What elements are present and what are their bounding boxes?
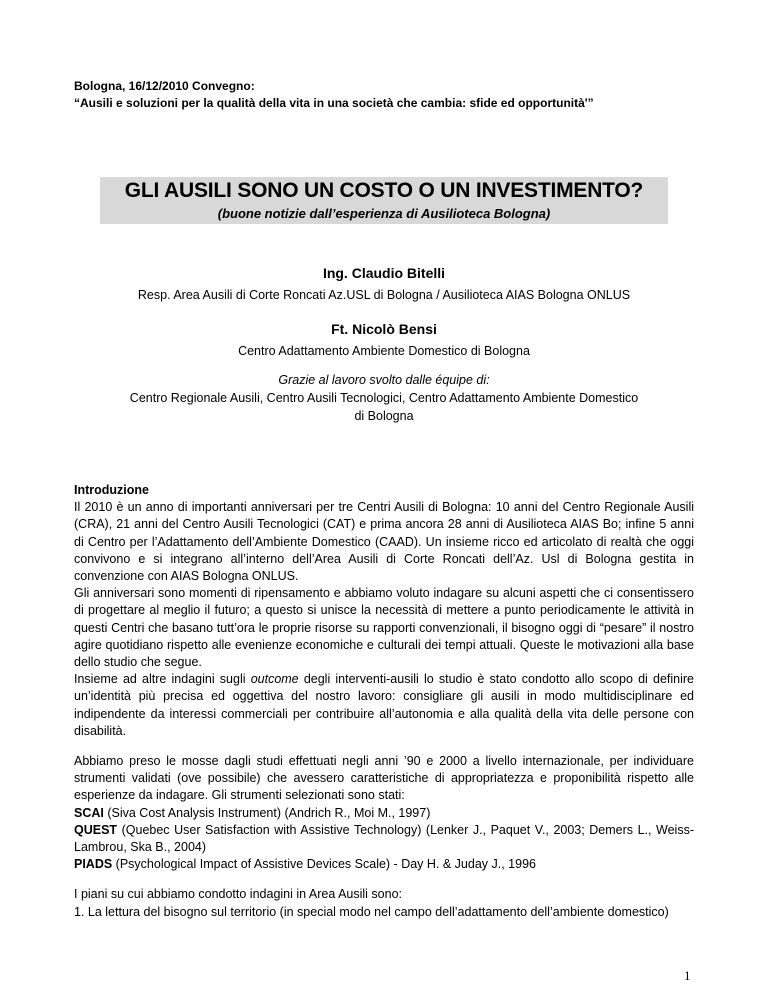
- thanks-line-1: Centro Regionale Ausili, Centro Ausili Tecnologici, Centro Adattamento Ambiente Domestico: [129, 391, 639, 405]
- document-body: [74, 482, 694, 921]
- tool-quest: [74, 822, 694, 856]
- page-number: 1: [684, 968, 691, 983]
- paragraph-3: [74, 671, 694, 740]
- conference-header: [74, 78, 714, 112]
- tool-scai: [74, 805, 694, 822]
- conference-date: Bologna, 16/12/2010 Convegno:: [74, 79, 255, 93]
- author-1-name: Ing. Claudio Bitelli: [322, 265, 446, 281]
- paragraph-1: Il 2010 è un anno di importanti anniversari per tre Centri Ausili di Bologna: 10 anni del Centro Regionale Ausili (CRA), 21 anni del Centro Ausili Tecnologici (CAT) e prima ancora 28 anni di Ausilioteca AIAS Bo; infine 5 anni di Centro per l’Adattamento dell’Ambiente Domestico (CAAD). Un insieme ricco ed articolato di realtà che oggi convivono e si integrano all’interno dell’Area Ausili di Corte Roncati dell’Az. Usl di Bologna gestita in convenzione con AIAS Bologna ONLUS.: [74, 500, 694, 584]
- tool-piads-text: (Psychological Impact of Assistive Devices Scale) - Day H. & Juday J., 1996: [112, 857, 536, 872]
- list-item: 1. La lettura del bisogno sul territorio (in special modo nel campo dell’adattamento dell’ambiente domestico): [74, 904, 669, 919]
- tool-scai-acronym: SCAI: [74, 805, 104, 820]
- author-1-affiliation: Resp. Area Ausili di Corte Roncati Az.USL di Bologna / Ausilioteca AIAS Bologna ONLUS: [137, 288, 631, 302]
- thanks-line-2: di Bologna: [354, 409, 414, 423]
- paragraph-3-italic: outcome: [250, 672, 299, 687]
- author-2-affiliation: Centro Adattamento Ambiente Domestico di Bologna: [238, 344, 530, 358]
- paragraph-4: Abbiamo preso le mosse dagli studi effettuati negli anni ’90 e 2000 a livello internazionale, per individuare strumenti validati (ove possibile) che avessero caratteristiche di appropriatezza e proponibilità rispetto alle esperienze da indagare. Gli strumenti selezionati sono stati:: [74, 754, 694, 803]
- paragraph-5: I piani su cui abbiamo condotto indagini in Area Ausili sono:: [74, 887, 402, 902]
- section-heading: Introduzione: [74, 483, 149, 497]
- tool-piads-acronym: PIADS: [74, 857, 113, 872]
- tool-quest-acronym: QUEST: [74, 822, 118, 837]
- paragraph-3-start: Insieme ad altre indagini sugli: [74, 672, 251, 687]
- author-2-name: Ft. Nicolò Bensi: [331, 321, 437, 337]
- paragraph-2: Gli anniversari sono momenti di ripensamento e abbiamo voluto indagare su alcuni aspetti che ci consentissero di progettare al meglio il futuro; a questo si unisce la necessità di mettere a punto periodicamente le attività in questi Centri che basano tutt’ora le proprie risorse su rapporti convenzionali, il bisogno oggi di “pesare” il nostro agire quotidiano rispetto alle evenienze economiche e culturali dei tempi attuali. Queste le motivazioni alla base dello studio che segue.: [74, 586, 694, 670]
- thanks-intro: Grazie al lavoro svolto dalle équipe di:: [278, 373, 490, 387]
- document-subtitle: (buone notizie dall’esperienza di Ausilioteca Bologna): [217, 206, 551, 221]
- document-title: GLI AUSILI SONO UN COSTO O UN INVESTIMENTO?: [124, 179, 644, 202]
- paragraph-3-end: degli interventi-ausili lo studio è stato condotto allo scopo di definire un’identità più precisa ed oggettiva del nostro lavoro: consigliare gli ausili in modo multidisciplinare ed indipendente da interessi commerciali per contribuire all’autonomia e alla qualità della vita delle persone con disabilità.: [74, 672, 694, 738]
- tool-scai-text: (Siva Cost Analysis Instrument) (Andrich R., Moi M., 1997): [103, 805, 431, 820]
- tool-piads: [74, 856, 694, 873]
- tool-quest-text: (Quebec User Satisfaction with Assistive Technology) (Lenker J., Paquet V., 2003; Demers L., Weiss-Lambrou, Ska B., 2004): [74, 822, 694, 855]
- conference-title: “Ausili e soluzioni per la qualità della vita in una società che cambia: sfide ed opportunità'”: [74, 96, 594, 110]
